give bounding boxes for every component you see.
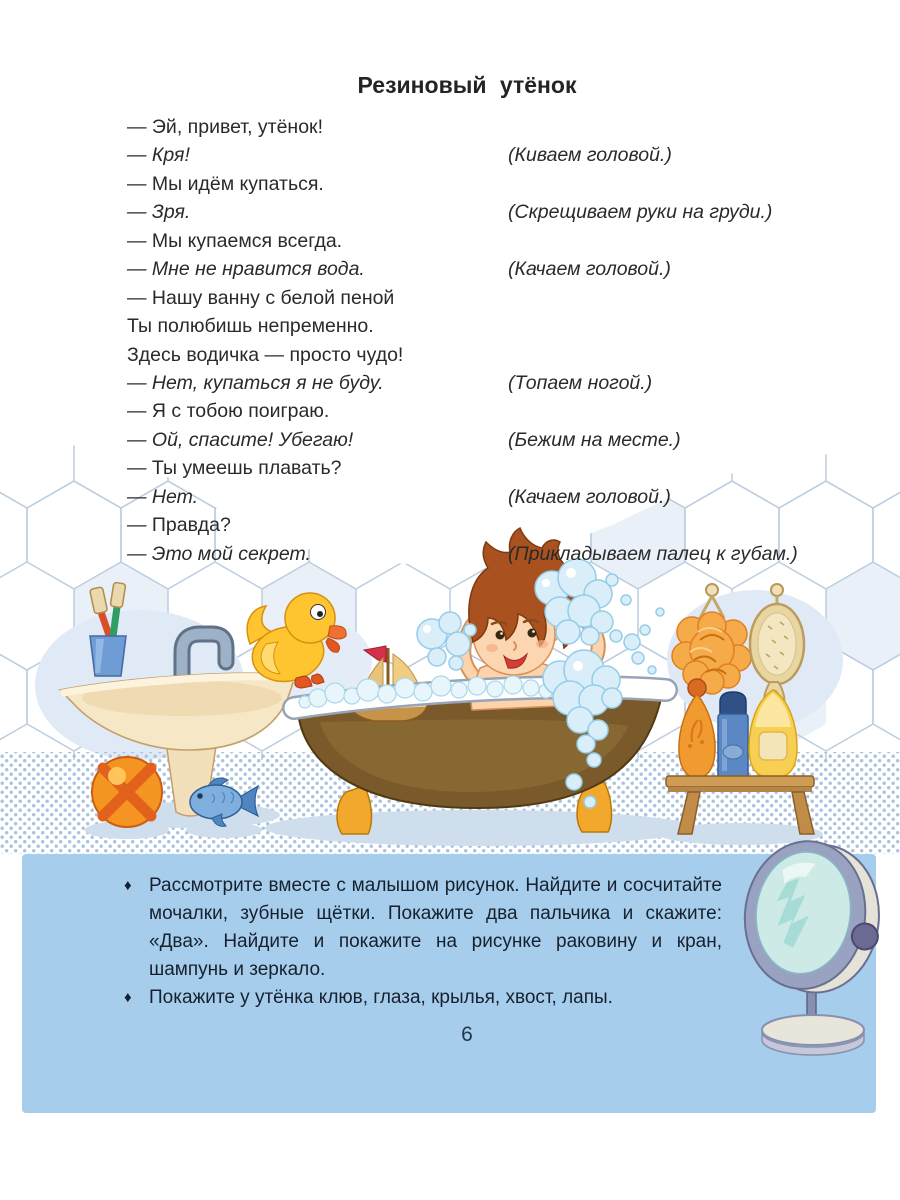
shampoo-bottle-blue bbox=[718, 692, 748, 778]
poem-line: — Нет. (Качаем головой.) bbox=[127, 485, 671, 508]
poem-line: — Правда? bbox=[127, 514, 231, 537]
activity-notes bbox=[122, 872, 722, 1012]
poem-line: — Нашу ванну с белой пеной bbox=[127, 286, 395, 309]
page-title: Резиновый утёнок bbox=[357, 72, 577, 98]
poem-line: — Мне не нравится вода. (Качаем головой.) bbox=[127, 258, 671, 281]
ball-icon bbox=[92, 757, 162, 827]
note-item bbox=[122, 984, 722, 1012]
poem-line: — Это мой секрет. (Прикладываем палец к губам.) bbox=[127, 542, 798, 565]
diamond-bullet-icon: ♦ bbox=[124, 989, 132, 1006]
poem-line: — Кря! (Киваем головой.) bbox=[127, 144, 672, 167]
page-number: 6 bbox=[461, 1023, 473, 1046]
poem-line: — Мы купаемся всегда. bbox=[127, 229, 343, 252]
table-mirror-icon bbox=[733, 826, 897, 1056]
note-item bbox=[122, 872, 722, 984]
diamond-bullet-icon: ♦ bbox=[124, 877, 132, 894]
poem-line: — Ты умеешь плавать? bbox=[127, 457, 342, 480]
poem-line: — Ой, спасите! Убегаю! (Бежим на месте.) bbox=[127, 428, 681, 451]
poem-line: Ты полюбишь непременно. bbox=[127, 315, 374, 338]
poem-line: — Эй, привет, утёнок! bbox=[127, 116, 323, 138]
poem bbox=[127, 113, 807, 568]
note-text: Рассмотрите вместе с малышом рисунок. Найдите и сосчитайте мочалки, зубные щётки. Покажите два пальчика и скажите: «Два». Найдите и покажите на рисунке раковину и кран, шампунь и зеркало. bbox=[149, 875, 722, 980]
poem-line: — Мы идём купаться. bbox=[127, 172, 324, 195]
poem-line: — Зря. (Скрещиваем руки на груди.) bbox=[127, 201, 773, 224]
poem-line: — Нет, купаться я не буду. (Топаем ногой.) bbox=[127, 371, 653, 394]
poem-line: Здесь водичка — просто чудо! bbox=[127, 343, 404, 366]
note-text: Покажите у утёнка клюв, глаза, крылья, хвост, лапы. bbox=[149, 987, 613, 1008]
poem-line: — Я с тобою поиграю. bbox=[127, 400, 330, 423]
